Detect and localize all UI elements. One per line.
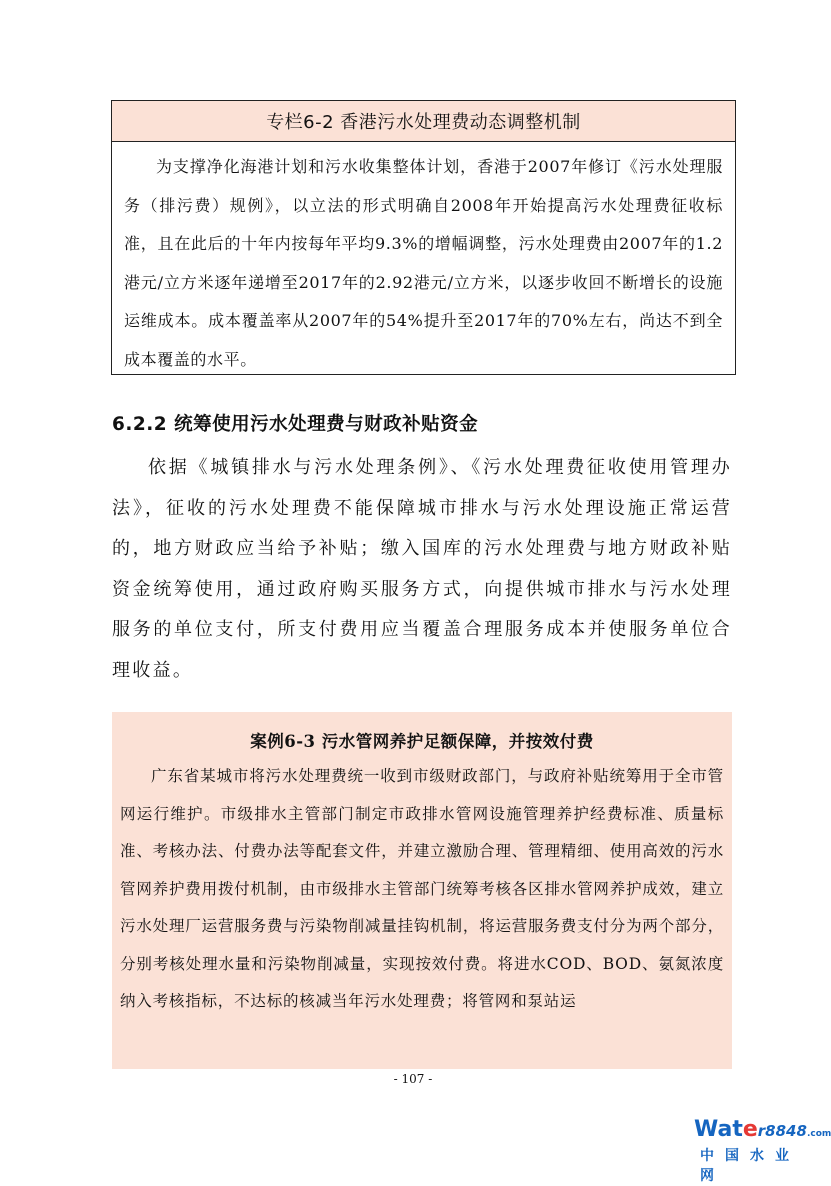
section-body: [112, 448, 732, 691]
watermark-main: [694, 1117, 831, 1146]
watermark-logo: [694, 1117, 831, 1184]
watermark-subtitle: 中国水业网: [700, 1148, 800, 1184]
column-title: 专栏6-2 香港污水处理费动态调整机制: [112, 101, 735, 142]
watermark-text-1: Wat: [694, 1117, 743, 1142]
case-body: [112, 752, 732, 1021]
column-paragraph: 为支撑净化海港计划和污水收集整体计划，香港于2007年修订《污水处理服务（排污费）规例》，以立法的形式明确自2008年开始提高污水处理费征收标准，且在此后的十年内按每年平均9.3%的增幅调整，污水处理费由2007年的1.2港元/立方米逐年递增至2017年的2.92港元/立方米，以逐步收回不断增长的设施运维成本。成本覆盖率从2007年的54%提升至2017年的70%左右，尚达不到全成本覆盖的水平。: [124, 157, 723, 369]
column-box: [111, 100, 736, 375]
watermark-text-2: e: [742, 1117, 758, 1142]
page-number: - 107 -: [393, 1072, 433, 1086]
case-title: 案例6-3 污水管网养护足额保障，并按效付费: [250, 732, 594, 751]
section-paragraph: 依据《城镇排水与污水处理条例》、《污水处理费征收使用管理办法》，征收的污水处理费不能保障城市排水与污水处理设施正常运营的，地方财政应当给予补贴；缴入国库的污水处理费与地方财政补贴资金统筹使用，通过政府购买服务方式，向提供城市排水与污水处理服务的单位支付，所支付费用应当覆盖合理服务成本并使服务单位合理收益。: [112, 457, 732, 681]
column-body: [112, 142, 735, 379]
case-paragraph: 广东省某城市将污水处理费统一收到市级财政部门，与政府补贴统筹用于全市管网运行维护。市级排水主管部门制定市政排水管网设施管理养护经费标准、质量标准、考核办法、付费办法等配套文件，并建立激励合理、管理精细、使用高效的污水管网养护费用拨付机制，由市级排水主管部门统筹考核各区排水管网养护成效，建立污水处理厂运营服务费与污染物削减量挂钩机制，将运营服务费支付分为两个部分，分别考核处理水量和污染物削减量，实现按效付费。将进水COD、BOD、氨氮浓度纳入考核指标，不达标的核减当年污水处理费；将管网和泵站运: [120, 767, 724, 1010]
watermark-text-3: r8848: [757, 1122, 807, 1140]
case-box: [112, 712, 732, 1069]
watermark-text-4: .com: [806, 1129, 831, 1139]
section-heading: 6.2.2 统筹使用污水处理费与财政补贴资金: [112, 414, 479, 435]
